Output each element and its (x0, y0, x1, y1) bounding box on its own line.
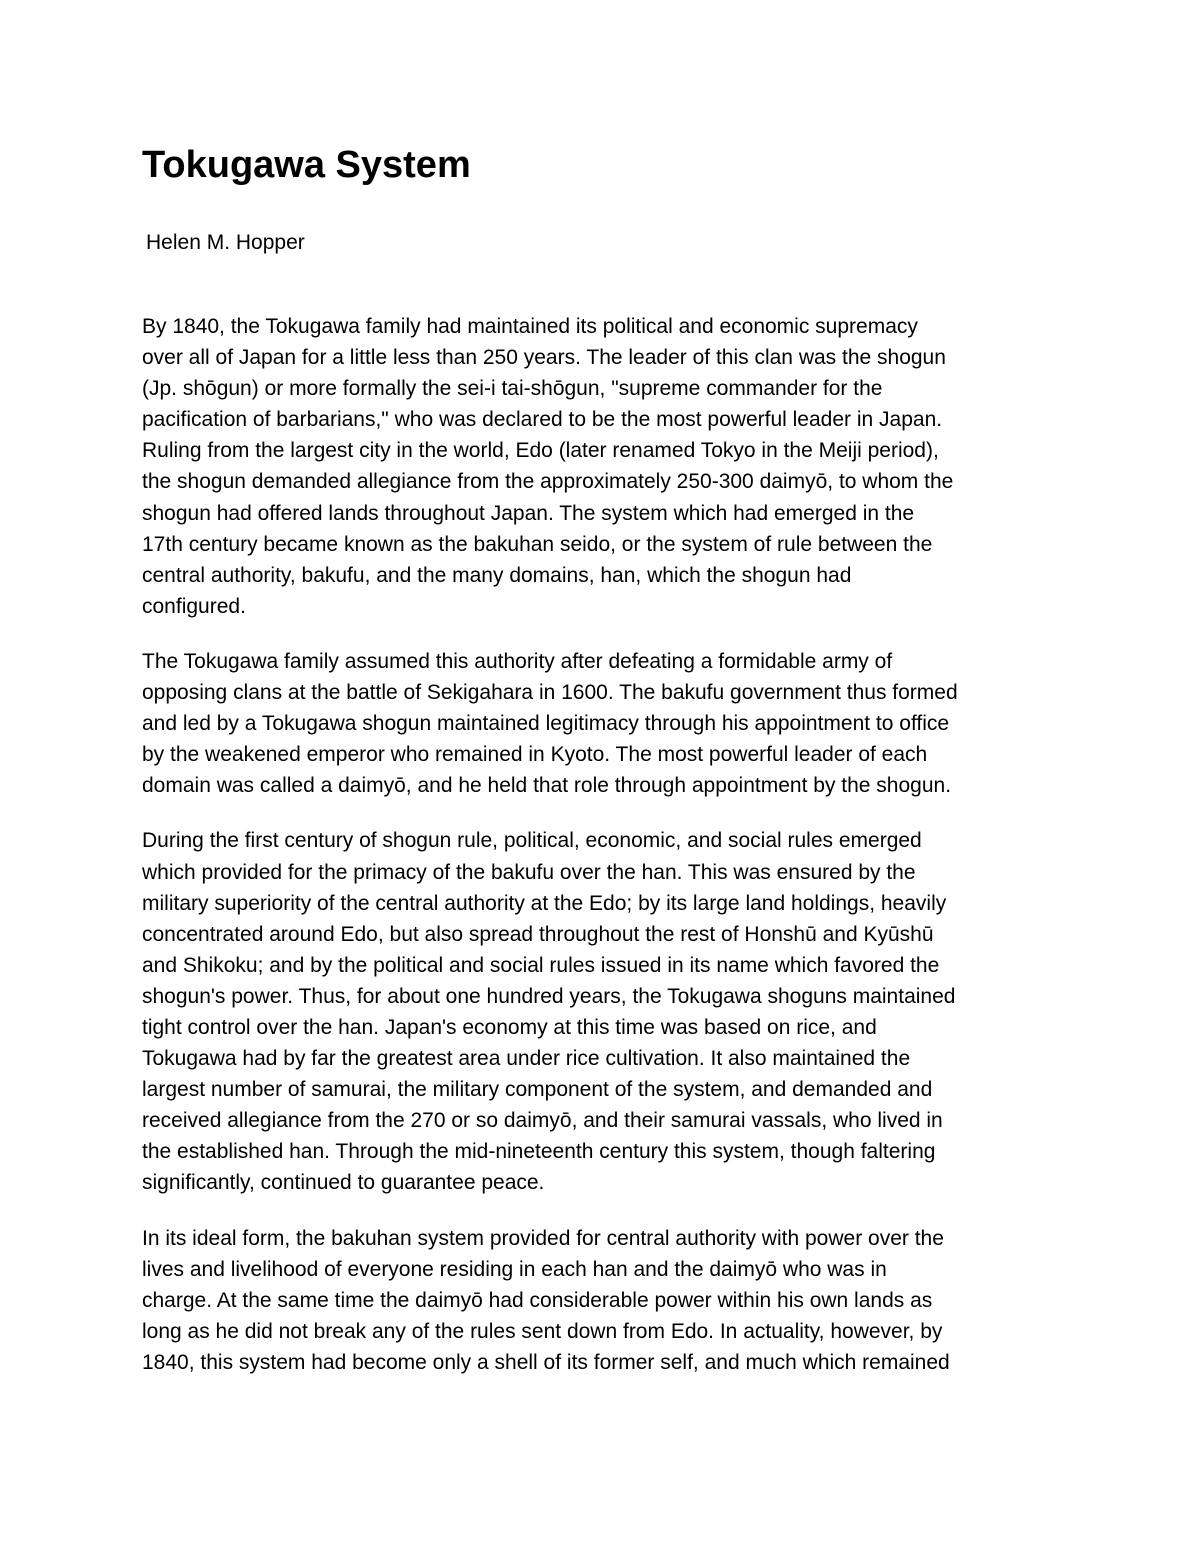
paragraph-line: military superiority of the central authority at the Edo; by its large land holdings, heavily (142, 891, 947, 915)
paragraph-line: received allegiance from the 270 or so daimyō, and their samurai vassals, who lived in (142, 1109, 943, 1133)
paragraph-line: Tokugawa had by far the greatest area under rice cultivation. It also maintained the (142, 1047, 911, 1071)
paragraph-line: In its ideal form, the bakuhan system provided for central authority with power over the (142, 1226, 944, 1250)
paragraph-line: tight control over the han. Japan's economy at this time was based on rice, and (142, 1015, 877, 1039)
paragraph-line: which provided for the primacy of the bakufu over the han. This was ensured by the (142, 860, 916, 884)
body-paragraph (142, 646, 1067, 801)
paragraph-line: The Tokugawa family assumed this authority after defeating a formidable army of (142, 649, 893, 673)
page-title: Tokugawa System (142, 144, 471, 186)
paragraph-line: long as he did not break any of the rules sent down from Edo. In actuality, however, by (142, 1319, 943, 1343)
paragraph-line: the established han. Through the mid-nineteenth century this system, though faltering (142, 1140, 936, 1164)
paragraph-line: charge. At the same time the daimyō had considerable power within his own lands as (142, 1288, 933, 1312)
paragraph-line: domain was called a daimyō, and he held that role through appointment by the shogun. (142, 774, 952, 798)
paragraph-line: 1840, this system had become only a shell of its former self, and much which remained (142, 1350, 950, 1374)
body-paragraph (142, 825, 1067, 1198)
paragraph-line: During the first century of shogun rule, political, economic, and social rules emerged (142, 829, 922, 853)
paragraph-line: shogun's power. Thus, for about one hundred years, the Tokugawa shoguns maintained (142, 984, 956, 1008)
paragraph-line: lives and livelihood of everyone residing in each han and the daimyō who was in (142, 1257, 887, 1281)
paragraph-line: shogun had offered lands throughout Japan. The system which had emerged in the (142, 501, 915, 525)
paragraph-line: significantly, continued to guarantee peace. (142, 1171, 545, 1195)
body-paragraph (142, 311, 1067, 622)
paragraph-line: over all of Japan for a little less than 250 years. The leader of this clan was the shogun (142, 346, 946, 370)
paragraph-line: largest number of samurai, the military component of the system, and demanded and (142, 1078, 933, 1102)
paragraph-line: pacification of barbarians," who was declared to be the most powerful leader in Japan. (142, 408, 943, 432)
paragraph-line: and Shikoku; and by the political and social rules issued in its name which favored the (142, 953, 940, 977)
paragraph-line: configured. (142, 594, 246, 618)
paragraph-line: central authority, bakufu, and the many domains, han, which the shogun had (142, 563, 852, 587)
paragraph-line: 17th century became known as the bakuhan seido, or the system of rule between the (142, 532, 933, 556)
paragraph-line: (Jp. shōgun) or more formally the sei-i tai-shōgun, "supreme commander for the (142, 377, 883, 401)
author-name: Helen M. Hopper (146, 231, 305, 254)
paragraph-line: concentrated around Edo, but also spread throughout the rest of Honshū and Kyūshū (142, 922, 934, 946)
document-body (142, 311, 1067, 1402)
paragraph-line: by the weakened emperor who remained in Kyoto. The most powerful leader of each (142, 743, 928, 767)
paragraph-line: By 1840, the Tokugawa family had maintained its political and economic supremacy (142, 315, 918, 338)
body-paragraph (142, 1223, 1067, 1378)
paragraph-line: and led by a Tokugawa shogun maintained legitimacy through his appointment to office (142, 712, 950, 736)
paragraph-line: the shogun demanded allegiance from the approximately 250-300 daimyō, to whom the (142, 470, 954, 494)
paragraph-line: Ruling from the largest city in the world, Edo (later renamed Tokyo in the Meiji period), (142, 439, 939, 463)
paragraph-line: opposing clans at the battle of Sekigahara in 1600. The bakufu government thus formed (142, 681, 958, 705)
